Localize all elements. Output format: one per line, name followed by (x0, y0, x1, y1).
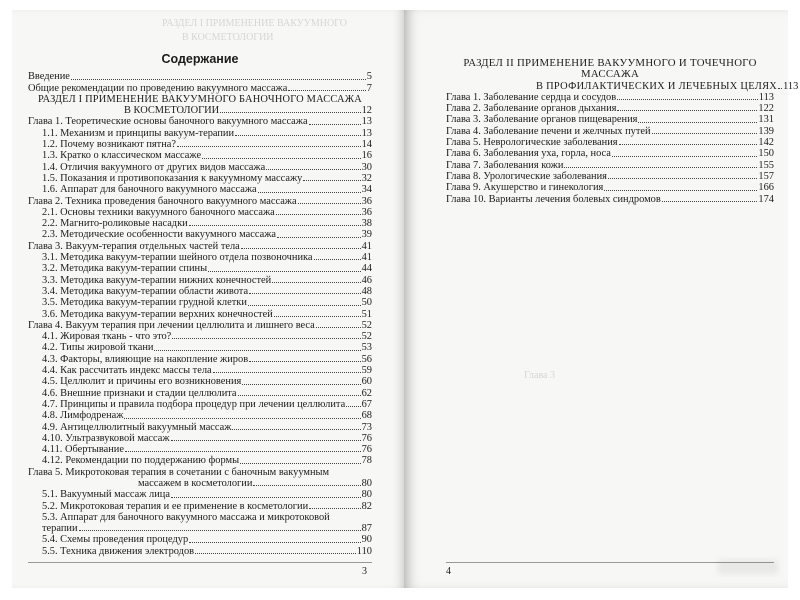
leader-dots (619, 144, 758, 145)
leader-dots (272, 282, 360, 283)
toc-entries (28, 71, 372, 557)
toc-entry-text: 2.2. Магнито-роликовые насадки (42, 218, 188, 230)
toc-entry (28, 162, 372, 173)
toc-entry-page: 7 (366, 82, 372, 94)
toc-entry-text: Глава 8. Урологические заболевания (446, 170, 607, 182)
toc-entry (28, 388, 372, 399)
toc-entry-page: 90 (361, 534, 372, 546)
toc-entry (28, 331, 372, 342)
leader-dots (242, 384, 360, 385)
toc-entry (28, 196, 372, 207)
toc-entry (446, 126, 774, 137)
toc-entry-text: 5.4. Схемы проведения процедур (42, 534, 189, 546)
toc-entry-text: 1.1. Механизм и принципы вакуум-терапии (42, 127, 235, 139)
leader-dots (258, 192, 361, 193)
toc-entry (28, 365, 372, 376)
toc-entry (28, 523, 372, 534)
leader-dots (277, 237, 361, 238)
toc-entry-text: 5.3. Аппарат для баночного вакуумного массажа и микротоковой (42, 511, 330, 523)
toc-entry-page: 68 (361, 410, 372, 422)
leader-dots (171, 497, 361, 498)
toc-entry (446, 137, 774, 148)
bleed-through-text: РАЗДЕЛ I ПРИМЕНЕНИЕ ВАКУУМНОГО (162, 18, 347, 29)
toc-entry-page: 113 (758, 91, 774, 103)
toc-entry (28, 94, 372, 105)
toc-entry (28, 105, 372, 116)
toc-entry (28, 207, 372, 218)
toc-entry-text: 2.3. Методические особенности вакуумного массажа (42, 229, 277, 241)
toc-entry-page: 78 (361, 455, 372, 467)
toc-entry-text: Глава 2. Техника проведения баночного вакуумного массажа (28, 195, 297, 207)
leader-dots (71, 79, 366, 80)
leader-dots (189, 225, 361, 226)
toc-entry-page: 142 (758, 137, 774, 149)
toc-entry (28, 478, 372, 489)
toc-entry-page: 52 (361, 331, 372, 343)
leader-dots (213, 372, 361, 373)
chapter-entries (446, 92, 774, 205)
leader-dots (208, 271, 361, 272)
leader-dots (662, 201, 758, 202)
toc-entry (28, 218, 372, 229)
toc-entry-text: 4.5. Целлюлит и причины его возникновения (42, 376, 242, 388)
section-contents (446, 57, 799, 205)
toc-entry-text: терапии (42, 523, 78, 535)
leader-dots (253, 485, 360, 486)
leader-dots (778, 88, 782, 89)
leader-dots (124, 418, 360, 419)
toc-entry-text: Глава 9. Акушерство и гинекология (446, 182, 604, 194)
leader-dots (314, 259, 361, 260)
toc-entry (28, 354, 372, 365)
toc-entry-text: 4.1. Жировая ткань - что это? (42, 331, 172, 343)
toc-entry-page: 5 (366, 71, 372, 83)
toc-entry-text: 1.4. Отличия вакуумного от других видов массажа (42, 161, 266, 173)
leader-dots (235, 135, 361, 136)
toc-entry (28, 241, 372, 252)
toc-entry-page: 76 (361, 444, 372, 456)
toc-entry (446, 92, 774, 103)
toc-entry-text: 1.3. Кратко о классическом массаже (42, 150, 202, 162)
leader-dots (172, 338, 360, 339)
toc-entry (446, 148, 774, 159)
toc-entry-text: 4.7. Принципы и правила подбора процедур при лечении целлюлита (42, 398, 346, 410)
toc-entry-page: 76 (361, 432, 372, 444)
toc-entry (28, 128, 372, 139)
toc-title: Содержание (161, 52, 239, 66)
toc-entry (28, 433, 372, 444)
toc-entry-page: 44 (361, 263, 372, 275)
page-number: 4 (446, 566, 451, 577)
toc-entry-page: 12 (361, 105, 372, 117)
toc-entry (446, 114, 774, 125)
toc-entry-text: Глава 10. Варианты лечения болевых синдромов (446, 193, 661, 205)
toc-entry-text: 1.6. Аппарат для баночного вакуумного массажа (42, 184, 257, 196)
section-heading-text: В ПРОФИЛАКТИЧЕСКИХ И ЛЕЧЕБНЫХ ЦЕЛЯХ (536, 80, 778, 92)
toc-entry-page: 67 (361, 398, 372, 410)
toc-entry-text: 3.5. Методика вакуум-терапии грудной клетки (42, 297, 247, 309)
toc-entry-text: 4.6. Внешние признаки и стадии целлюлита (42, 387, 237, 399)
leader-dots (309, 124, 361, 125)
leader-dots (171, 440, 361, 441)
toc-entry-text: 2.1. Основы техники вакуумного баночного массажа (42, 206, 275, 218)
toc-entry (28, 83, 372, 94)
toc-entry-page: 30 (361, 161, 372, 173)
toc-entry (446, 182, 774, 193)
toc-entry-page: 51 (361, 308, 372, 320)
section-heading-line1: РАЗДЕЛ II ПРИМЕНЕНИЕ ВАКУУМНОГО И ТОЧЕЧНОГО МАССАЖА (463, 57, 757, 81)
section-page: 113 (783, 80, 799, 92)
toc-entry-text: 1.5. Показания и противопоказания к вакуумному массажу (42, 172, 303, 184)
toc-entry-text: 3.2. Методика вакуум-терапии спины (42, 263, 208, 275)
toc-entry (28, 286, 372, 297)
toc-entry (446, 103, 774, 114)
leader-dots (154, 350, 360, 351)
toc-entry (28, 489, 372, 500)
toc-entry-text: 4.8. Лимфодренаж (42, 410, 124, 422)
toc-entry-text: В КОСМЕТОЛОГИИ (124, 105, 220, 117)
toc-entry (28, 546, 372, 557)
leader-dots (346, 406, 360, 407)
left-page (12, 10, 404, 588)
toc-entry-page: 82 (361, 500, 372, 512)
toc-entry-page: 56 (361, 353, 372, 365)
section-heading-line2 (446, 80, 799, 92)
right-page (404, 10, 799, 588)
toc-entry (446, 160, 774, 171)
toc-entry-text: 1.2. Почему возникают пятна? (42, 139, 177, 151)
toc-entry-text: 5.1. Вакуумный массаж лица (42, 489, 170, 501)
toc-entry-text: Общие рекомендации по проведению вакуумного массажа (28, 82, 288, 94)
toc-entry-page: 50 (361, 297, 372, 309)
toc-entry (28, 252, 372, 263)
leader-dots (266, 169, 360, 170)
leader-dots (316, 327, 361, 328)
toc-entry-page: 166 (758, 182, 774, 194)
leader-dots (248, 305, 361, 306)
leader-dots (617, 110, 757, 111)
toc-entry (28, 309, 372, 320)
leader-dots (220, 112, 361, 113)
leader-dots (298, 203, 361, 204)
toc-entry (28, 444, 372, 455)
leader-dots (241, 248, 361, 249)
leader-dots (276, 214, 361, 215)
scan-smudge (718, 560, 778, 574)
table-of-contents (28, 54, 372, 557)
page-number: 3 (362, 566, 367, 577)
toc-entry-text: Глава 3. Заболевание органов пищеварения (446, 114, 638, 126)
toc-entry-text: РАЗДЕЛ I ПРИМЕНЕНИЕ ВАКУУМНОГО БАНОЧНОГО МАССАЖА (38, 93, 362, 105)
toc-entry (28, 342, 372, 353)
toc-entry-text: 4.11. Обертывание (42, 444, 124, 456)
leader-dots (564, 167, 757, 168)
toc-entry-page: 16 (361, 150, 372, 162)
toc-entry-text: массажем в косметологии (138, 477, 253, 489)
leader-dots (202, 158, 361, 159)
leader-dots (238, 395, 361, 396)
toc-entry-text: 4.2. Типы жировой ткани (42, 342, 154, 354)
toc-entry-page: 157 (758, 170, 774, 182)
toc-entry-text: 5.5. Техника движения электродов (42, 545, 195, 557)
toc-entry-page: 60 (361, 376, 372, 388)
toc-entry-text: 4.10. Ультразвуковой массаж (42, 432, 170, 444)
leader-dots (232, 429, 360, 430)
toc-entry-page: 155 (758, 159, 774, 171)
toc-entry-text: Глава 1. Заболевание сердца и сосудов (446, 91, 617, 103)
leader-dots (189, 542, 360, 543)
leader-dots (79, 530, 361, 531)
toc-entry-text: Глава 1. Теоретические основы баночного вакуумного массажа (28, 116, 308, 128)
toc-entry-text: Глава 3. Вакуум-терапия отдельных частей тела (28, 240, 240, 252)
toc-entry-page: 32 (361, 172, 372, 184)
leader-dots (604, 190, 757, 191)
toc-entry (446, 194, 774, 205)
toc-entry (28, 376, 372, 387)
toc-entry-page: 122 (758, 103, 774, 115)
toc-entry-page: 53 (361, 342, 372, 354)
leader-dots (309, 508, 360, 509)
leader-dots (612, 156, 758, 157)
leader-dots (638, 122, 757, 123)
toc-entry (28, 150, 372, 161)
toc-entry-page: 80 (361, 489, 372, 501)
toc-entry (28, 184, 372, 195)
toc-entry (28, 71, 372, 82)
toc-entry-page: 110 (356, 545, 372, 557)
bleed-through-text: Глава 3 (524, 370, 555, 381)
toc-entry-text: 4.9. Антицеллюлитный вакуумный массаж (42, 421, 232, 433)
toc-entry-text: Глава 7. Заболевания кожи (446, 159, 564, 171)
leader-dots (288, 90, 365, 91)
toc-entry-text: 3.1. Методика вакуум-терапии шейного отдела позвоночника (42, 252, 313, 264)
toc-entry-text: 4.12. Рекомендации по поддержанию формы (42, 455, 240, 467)
leader-dots (652, 133, 758, 134)
leader-dots (608, 178, 757, 179)
toc-entry-text: 4.3. Факторы, влияющие на накопление жиров (42, 353, 249, 365)
toc-entry-text: 5.2. Микротоковая терапия и ее применение в косметологии (42, 500, 309, 512)
toc-entry-text: Глава 4. Заболевание печени и желчных путей (446, 125, 651, 137)
toc-entry-page: 36 (361, 206, 372, 218)
toc-entry-page: 34 (361, 184, 372, 196)
toc-entry-page: 52 (361, 319, 372, 331)
toc-entry-page: 41 (361, 252, 372, 264)
toc-entry (28, 422, 372, 433)
toc-entry (28, 320, 372, 331)
leader-dots (177, 146, 361, 147)
toc-entry (28, 534, 372, 545)
toc-entry (28, 229, 372, 240)
toc-entry-page: 59 (361, 365, 372, 377)
toc-entry-text: 4.4. Как рассчитать индекс массы тела (42, 365, 212, 377)
toc-entry-page: 48 (361, 285, 372, 297)
toc-entry (28, 399, 372, 410)
leader-dots (303, 180, 360, 181)
book-spread (12, 10, 799, 588)
toc-entry (446, 171, 774, 182)
toc-entry-page: 14 (361, 139, 372, 151)
leader-dots (274, 316, 361, 317)
toc-entry-page: 39 (361, 229, 372, 241)
toc-entry-page: 13 (361, 127, 372, 139)
leader-dots (249, 361, 361, 362)
toc-entry-page: 87 (361, 523, 372, 535)
toc-entry (28, 467, 372, 478)
toc-entry-page: 13 (361, 116, 372, 128)
bleed-through-text: В КОСМЕТОЛОГИИ (182, 32, 274, 43)
toc-entry-text: Глава 5. Неврологические заболевания (446, 137, 618, 149)
toc-entry (28, 116, 372, 127)
toc-entry-text: Глава 6. Заболевания уха, горла, носа (446, 148, 611, 160)
toc-entry (28, 297, 372, 308)
toc-entry-page: 73 (361, 421, 372, 433)
toc-entry-page: 139 (758, 125, 774, 137)
toc-entry-page: 46 (361, 274, 372, 286)
leader-dots (195, 553, 356, 554)
toc-entry-text: Глава 5. Микротоковая терапия в сочетании с баночным вакуумным (28, 466, 330, 478)
toc-entry-page: 36 (361, 195, 372, 207)
toc-entry-text: Глава 2. Заболевание органов дыхания (446, 103, 617, 115)
toc-entry-page: 62 (361, 387, 372, 399)
toc-entry (28, 410, 372, 421)
toc-entry (28, 263, 372, 274)
leader-dots (240, 463, 361, 464)
toc-entry-page: 38 (361, 218, 372, 230)
toc-entry-text: 3.3. Методика вакуум-терапии нижних конечностей (42, 274, 272, 286)
toc-entry-page: 174 (758, 193, 774, 205)
toc-entry-page: 150 (758, 148, 774, 160)
footer-rule (28, 562, 372, 563)
toc-entry-page: 80 (361, 477, 372, 489)
toc-entry (28, 139, 372, 150)
toc-entry-page: 41 (361, 240, 372, 252)
leader-dots (249, 293, 361, 294)
toc-entry-text: 3.4. Методика вакуум-терапии области живота (42, 285, 249, 297)
toc-entry (28, 455, 372, 466)
toc-entry (28, 173, 372, 184)
toc-entry-text: 3.6. Методика вакуум-терапии верхних конечностей (42, 308, 273, 320)
toc-entry (28, 512, 372, 523)
toc-entry-text: Глава 4. Вакуум терапия при лечении целлюлита и лишнего веса (28, 319, 315, 331)
toc-entry-text: Введение (28, 71, 70, 83)
leader-dots (125, 451, 361, 452)
toc-entry (28, 275, 372, 286)
toc-entry (28, 501, 372, 512)
leader-dots (617, 99, 758, 100)
toc-entry-page: 131 (758, 114, 774, 126)
